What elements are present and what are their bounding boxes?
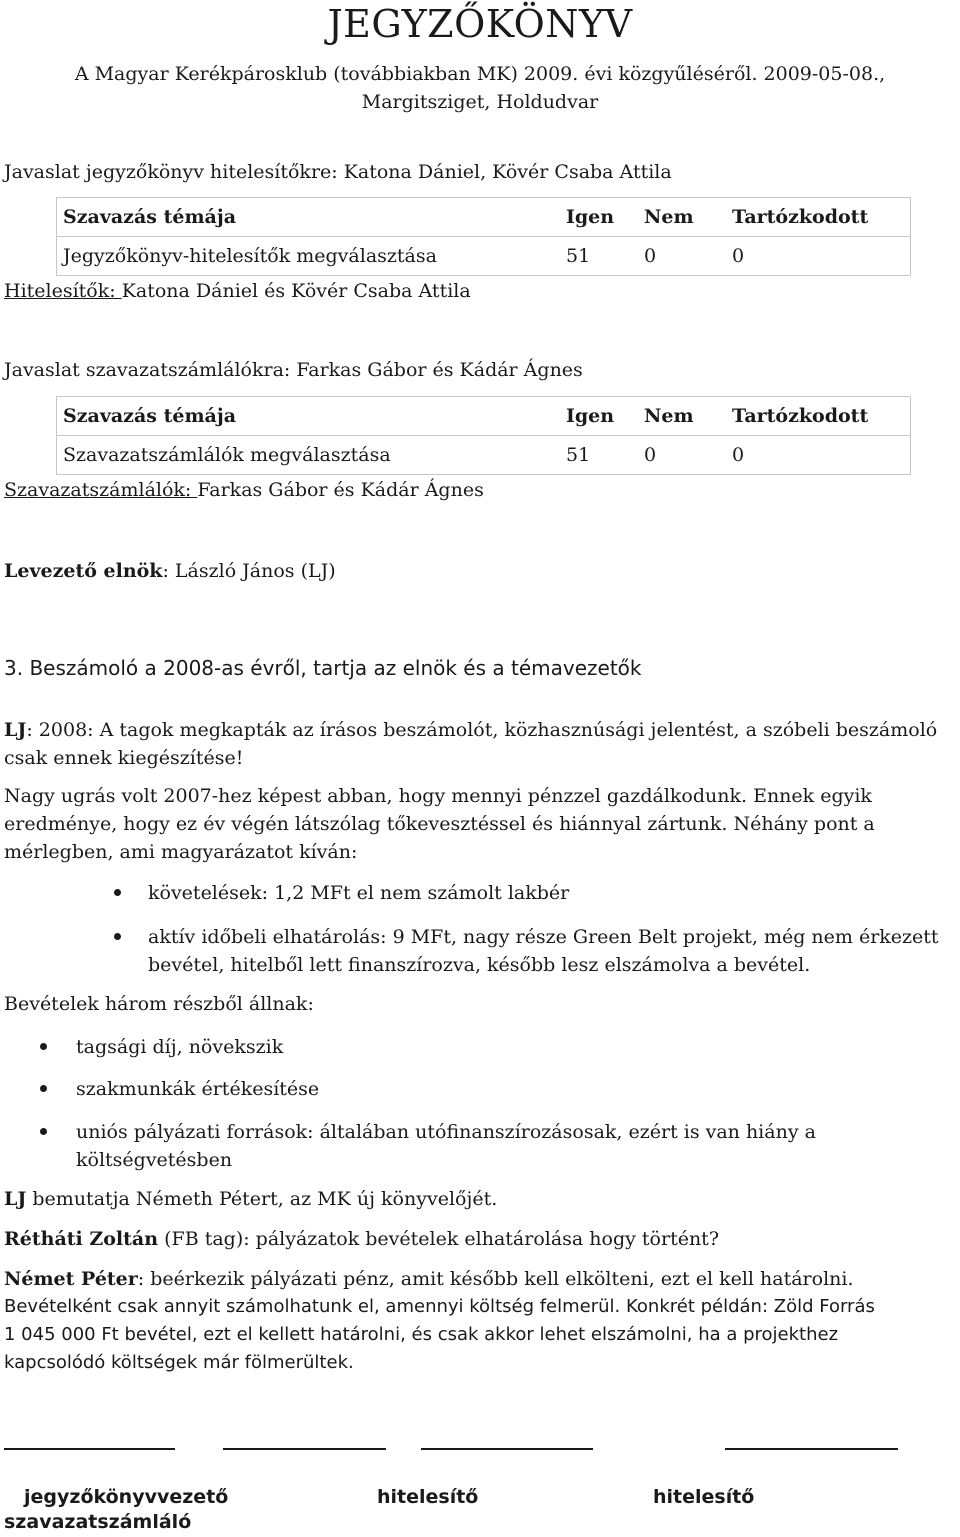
nemet-line-3: 1 045 000 Ft bevétel, ezt el kellett határolni, és csak akkor lehet elszámolni, ha a projekthez	[4, 1324, 839, 1345]
signature-authenticator-2-label: hitelesítő	[653, 1486, 755, 1508]
cell-abstain: 0	[726, 436, 911, 475]
cell-abstain: 0	[726, 237, 911, 276]
signature-authenticator-1-label: hitelesítő	[377, 1486, 479, 1508]
nemet-line-4: kapcsolódó költségek már fölmerültek.	[4, 1352, 354, 1373]
subtitle-line-1: A Magyar Kerékpárosklub (továbbiakban MK) 2009. évi közgyűléséről. 2009-05-08.,	[74, 63, 886, 85]
financial-paragraph	[4, 782, 956, 866]
cell-yes: 51	[560, 237, 638, 276]
header-topic: Szavazás témája	[57, 198, 561, 237]
rethati-question	[4, 1225, 956, 1253]
chair-label: Levezető elnök	[4, 560, 163, 582]
header-yes: Igen	[560, 397, 638, 436]
income-intro: Bevételek három részből állnak:	[4, 993, 314, 1015]
document-subtitle	[0, 60, 960, 116]
subtitle-line-2: Margitsziget, Holdudvar	[361, 91, 599, 113]
lj-report-text: : 2008: A tagok megkapták az írásos beszámolót, közhasznúsági jelentést, a szóbeli beszámoló	[26, 719, 938, 741]
table-row	[57, 237, 911, 276]
result-value: Katona Dániel és Kövér Csaba Attila	[121, 280, 471, 302]
result-label: Hitelesítők:	[4, 280, 122, 302]
header-no: Nem	[638, 397, 726, 436]
bullet-icon	[40, 1085, 47, 1092]
vote-table-authenticators	[56, 197, 911, 276]
speaker-lj: LJ	[4, 719, 27, 741]
nemet-text: : beérkezik pályázati pénz, amit később kell elkölteni, ezt el kell határolni.	[137, 1268, 854, 1290]
document-title: JEGYZŐKÖNYV	[327, 2, 633, 46]
paragraph-line: Nagy ugrás volt 2007-hez képest abban, hogy mennyi pénzzel gazdálkodunk. Ennek egyik	[4, 785, 872, 807]
bullet-icon	[114, 933, 121, 940]
list-item-line: bevétel, hitelből lett finanszírozva, később lesz elszámolva a bevétel.	[148, 954, 811, 976]
signature-counter-label: szavazatszámláló	[4, 1511, 192, 1533]
proposal-authenticators: Javaslat jegyzőkönyv hitelesítőkre: Katona Dániel, Kövér Csaba Attila	[4, 161, 672, 183]
signature-line-counter	[725, 1448, 898, 1450]
signature-line-keeper	[4, 1448, 175, 1450]
list-item: tagsági díj, növekszik	[76, 1036, 284, 1058]
table-header-row	[57, 397, 911, 436]
list-item-line: aktív időbeli elhatárolás: 9 MFt, nagy része Green Belt projekt, még nem érkezett	[148, 926, 939, 948]
paragraph-line: mérlegben, ami magyarázatot kíván:	[4, 841, 358, 863]
bullet-icon	[40, 1128, 47, 1135]
result-value: Farkas Gábor és Kádár Ágnes	[197, 479, 484, 501]
paragraph-line: eredménye, hogy ez év végén látszólag tőkevesztéssel és hiánnyal zártunk. Néhány pont a	[4, 813, 875, 835]
list-item	[76, 1118, 946, 1174]
lj-report-line-1	[4, 716, 956, 744]
header-yes: Igen	[560, 198, 638, 237]
agenda-heading: 3. Beszámoló a 2008-as évről, tartja az elnök és a témavezetők	[4, 656, 642, 680]
proposal-vote-counters: Javaslat szavazatszámlálókra: Farkas Gábor és Kádár Ágnes	[4, 359, 583, 381]
nemet-line-2: Bevételként csak annyit számolhatunk el, amennyi költség felmerül. Konkrét példán: Zöld Forrás	[4, 1296, 875, 1317]
nemet-line-1	[4, 1265, 956, 1293]
cell-yes: 51	[560, 436, 638, 475]
cell-no: 0	[638, 237, 726, 276]
cell-topic: Szavazatszámlálók megválasztása	[57, 436, 561, 475]
speaker-lj: LJ	[4, 1188, 27, 1210]
signature-line-authenticator-2	[421, 1448, 593, 1450]
lj-introduces-text: bemutatja Németh Pétert, az MK új könyvelőjét.	[26, 1188, 498, 1210]
chair-line	[4, 557, 956, 585]
list-item-line: költségvetésben	[76, 1149, 233, 1171]
chair-value: : László János (LJ)	[162, 560, 336, 582]
header-no: Nem	[638, 198, 726, 237]
header-abstain: Tartózkodott	[726, 397, 911, 436]
cell-topic: Jegyzőkönyv-hitelesítők megválasztása	[57, 237, 561, 276]
lj-report-paragraph	[4, 716, 956, 772]
result-label: Szavazatszámlálók:	[4, 479, 198, 501]
result-authenticators	[4, 277, 956, 305]
list-item: követelések: 1,2 MFt el nem számolt lakbér	[148, 882, 570, 904]
signature-keeper-label: jegyzőkönyvvezető	[24, 1486, 229, 1508]
lj-introduces	[4, 1185, 956, 1213]
bullet-icon	[40, 1043, 47, 1050]
vote-table-counters	[56, 396, 911, 475]
bullet-icon	[114, 889, 121, 896]
list-item: szakmunkák értékesítése	[76, 1078, 320, 1100]
lj-report-line-2: csak ennek kiegészítése!	[4, 747, 244, 769]
result-counters	[4, 476, 956, 504]
signature-line-authenticator-1	[223, 1448, 386, 1450]
rethati-text: (FB tag): pályázatok bevételek elhatárolása hogy történt?	[158, 1228, 720, 1250]
list-item-line: uniós pályázati források: általában utófinanszírozásosak, ezért is van hiány a	[76, 1121, 816, 1143]
table-header-row	[57, 198, 911, 237]
list-item	[148, 923, 948, 979]
speaker-nemet: Német Péter	[4, 1268, 138, 1290]
header-topic: Szavazás témája	[57, 397, 561, 436]
table-row	[57, 436, 911, 475]
speaker-rethati: Rétháti Zoltán	[4, 1228, 159, 1250]
header-abstain: Tartózkodott	[726, 198, 911, 237]
cell-no: 0	[638, 436, 726, 475]
nemet-answer	[4, 1265, 956, 1377]
